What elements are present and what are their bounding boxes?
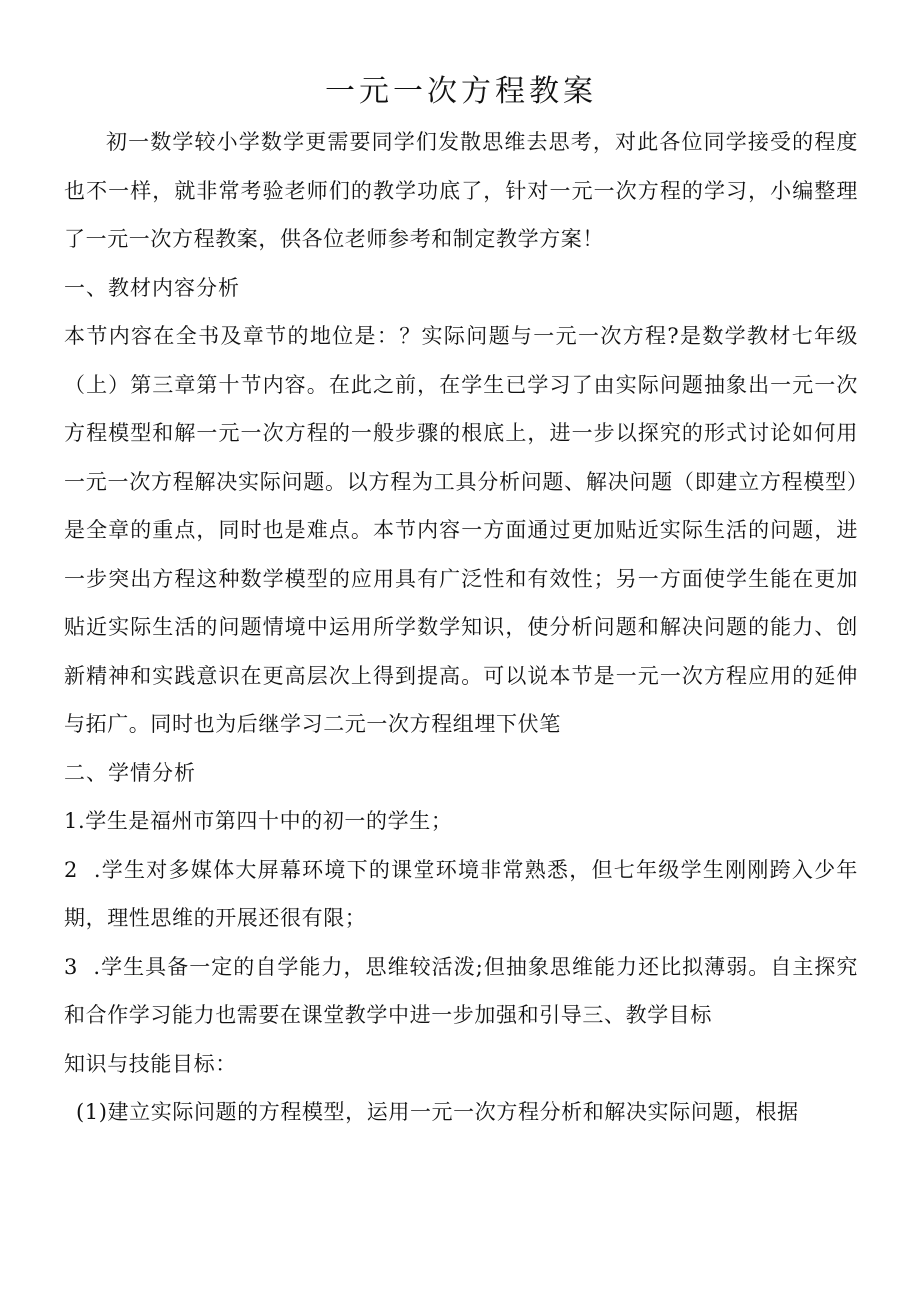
section-heading-student-analysis: 二、学情分析 xyxy=(64,760,196,785)
knowledge-skill-goal-1: (1)建立实际问题的方程模型，运用一元一次方程分析和解决实际问题，根据 xyxy=(76,1100,799,1124)
student-analysis-item-1: 1.学生是福州市第四十中的初一的学生； xyxy=(64,809,453,833)
document-title: 一元一次方程教案 xyxy=(325,74,597,109)
section-heading-material-analysis: 一、教材内容分析 xyxy=(64,275,240,300)
student-analysis-item-2: 2 .学生对多媒体大屏幕环境下的课堂环境非常熟悉，但七年级学生刚刚跨入少年期，理性思维的开展还很有限； xyxy=(64,857,858,930)
intro-paragraph: 初一数学较小学数学更需要同学们发散思维去思考，对此各位同学接受的程度也不一样，就非常考验老师们的教学功底了，针对一元一次方程的学习，小编整理了一元一次方程教案，供各位老师参考和制定教学方案！ xyxy=(64,130,858,251)
material-analysis-paragraph: 本节内容在全书及章节的地位是：？实际问题与一元一次方程?是数学教材七年级（上）第三章第十节内容。在此之前，在学生已学习了由实际问题抽象出一元一次方程模型和解一元一次方程的一般步骤的根底上，进一步以探究的形式讨论如何用一元一次方程解决实际问题。以方程为工具分析问题、解决问题（即建立方程模型）是全章的重点，同时也是难点。本节内容一方面通过更加贴近实际生活的问题，进一步突出方程这种数学模型的应用具有广泛性和有效性；另一方面使学生能在更加贴近实际生活的问题情境中运用所学数学知识，使分析问题和解决问题的能力、创新精神和实践意识在更高层次上得到提高。可以说本节是一元一次方程应用的延伸与拓广。同时也为后继学习二元一次方程组埋下伏笔 xyxy=(64,324,858,736)
student-analysis-item-3: 3 .学生具备一定的自学能力，思维较活泼;但抽象思维能力还比拟薄弱。自主探究和合作学习能力也需要在课堂教学中进一步加强和引导三、教学目标 xyxy=(64,954,858,1027)
knowledge-skill-goal-heading: 知识与技能目标： xyxy=(64,1051,237,1076)
